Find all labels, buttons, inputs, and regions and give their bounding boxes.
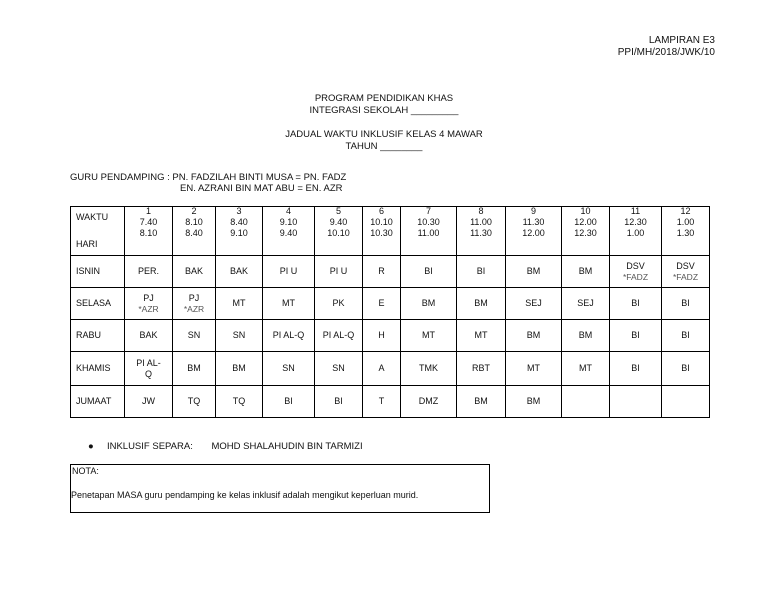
subject-text: BM xyxy=(526,330,541,340)
table-row xyxy=(71,256,710,288)
period-number-text: 12 xyxy=(680,206,691,216)
period-number-text: 9 xyxy=(530,206,536,216)
period-end: 8.40 xyxy=(185,228,203,238)
subject-text: BM xyxy=(526,396,541,406)
period-start: 7.40 xyxy=(139,217,158,227)
subject-cell xyxy=(457,288,506,320)
subject-cell xyxy=(401,320,457,352)
subject-cell xyxy=(263,352,315,386)
subject-cell xyxy=(506,320,562,352)
assistant-teacher: *FADZ xyxy=(672,271,699,282)
period-number-text: 8 xyxy=(478,206,484,216)
subject-cell xyxy=(173,352,216,386)
period-number xyxy=(662,207,710,217)
period-number xyxy=(173,207,216,217)
subject-cell xyxy=(457,320,506,352)
day-name-text: ISNIN xyxy=(76,266,101,276)
period-time xyxy=(610,216,662,256)
subject-text: BM xyxy=(578,330,593,340)
nota-box xyxy=(70,464,490,513)
period-start: 12.30 xyxy=(624,217,647,227)
period-start: 10.30 xyxy=(417,217,440,227)
subject-text: PK xyxy=(332,298,345,308)
subject-cell xyxy=(401,386,457,418)
period-start: 8.10 xyxy=(185,217,203,227)
subject-text: BI xyxy=(424,266,433,276)
subject-text: JW xyxy=(142,396,155,406)
subject-text: T xyxy=(378,396,385,406)
subject-cell xyxy=(173,386,216,418)
period-number-text: 11 xyxy=(630,206,641,216)
subject-cell xyxy=(125,352,173,386)
period-time-row xyxy=(71,216,710,256)
subject-cell xyxy=(363,320,401,352)
subject-cell xyxy=(173,288,216,320)
day-name xyxy=(71,320,125,352)
period-end: 12.00 xyxy=(522,228,545,238)
subject-cell xyxy=(562,352,610,386)
subject-text: MT xyxy=(527,363,540,373)
subject-text: BM xyxy=(474,298,488,308)
period-start: 11.00 xyxy=(470,217,492,227)
day-name xyxy=(71,386,125,418)
subject-cell xyxy=(662,288,710,320)
subject-text: BI xyxy=(681,298,690,308)
subject-text: R xyxy=(378,266,385,276)
subject-cell xyxy=(315,256,363,288)
subject-text: A xyxy=(378,363,385,373)
subject-text: BI xyxy=(334,396,343,406)
period-start: 9.10 xyxy=(279,217,298,227)
period-end: 10.30 xyxy=(370,228,393,238)
subject-text: PJ xyxy=(188,292,200,303)
waktu-label: WAKTU xyxy=(76,211,109,222)
subject-cell xyxy=(263,386,315,418)
period-end: 1.00 xyxy=(626,228,645,238)
period-end: 9.10 xyxy=(230,228,248,238)
subject-cell xyxy=(216,256,263,288)
subject-cell xyxy=(562,288,610,320)
nota-title: NOTA: xyxy=(72,466,99,476)
period-number xyxy=(315,207,363,217)
subject-text: TQ xyxy=(187,396,201,406)
subject-text: MT xyxy=(232,298,246,308)
period-number-text: 1 xyxy=(145,206,151,216)
nota-text: Penetapan MASA guru pendamping ke kelas inklusif adalah mengikut keperluan murid. xyxy=(71,490,419,500)
subject-cell xyxy=(506,352,562,386)
subject-cell xyxy=(125,386,173,418)
subject-cell xyxy=(562,320,610,352)
subject-cell xyxy=(662,256,710,288)
subject-text: TMK xyxy=(419,363,438,373)
subject-text: PER. xyxy=(137,266,159,276)
period-start: 12.00 xyxy=(574,217,597,227)
period-number xyxy=(125,207,173,217)
subject-text: PI U xyxy=(279,266,298,276)
day-name xyxy=(71,256,125,288)
subject-cell xyxy=(401,256,457,288)
subject-cell xyxy=(401,288,457,320)
period-end: 10.10 xyxy=(327,228,350,238)
subject-text: BM xyxy=(187,363,201,373)
subject-cell xyxy=(457,386,506,418)
period-number-text: 10 xyxy=(580,206,591,216)
period-number-text: 3 xyxy=(236,206,242,216)
inklusif-separa xyxy=(88,441,363,452)
table-row xyxy=(71,352,710,386)
subject-cell xyxy=(662,386,710,418)
assistant-teacher: *AZR xyxy=(183,303,205,314)
subject-text: MT xyxy=(422,330,435,340)
table-row xyxy=(71,288,710,320)
subject-text: DSV xyxy=(626,260,645,271)
period-start: 9.40 xyxy=(329,217,348,227)
guru-line-1: GURU PENDAMPING : PN. FADZILAH BINTI MUSA = PN. FADZ xyxy=(70,172,347,183)
subject-text: TQ xyxy=(232,396,246,406)
subject-text: BM xyxy=(232,363,246,373)
subject-cell xyxy=(216,352,263,386)
guru-line-2: EN. AZRANI BIN MAT ABU = EN. AZR xyxy=(180,183,343,194)
subject-cell xyxy=(457,256,506,288)
assistant-teacher: *FADZ xyxy=(622,271,649,282)
document-titles xyxy=(0,93,768,153)
period-start: 10.10 xyxy=(370,217,393,227)
period-time xyxy=(263,216,315,256)
period-time xyxy=(506,216,562,256)
period-time xyxy=(125,216,173,256)
period-start: 1.00 xyxy=(676,217,695,227)
subject-cell xyxy=(506,256,562,288)
subject-cell xyxy=(401,352,457,386)
day-name-text: RABU xyxy=(76,330,102,340)
subject-cell xyxy=(216,386,263,418)
subject-text: BM xyxy=(421,298,436,308)
period-time xyxy=(315,216,363,256)
subject-cell xyxy=(610,288,662,320)
subject-cell xyxy=(363,386,401,418)
subject-cell xyxy=(457,352,506,386)
day-name-text: JUMAAT xyxy=(76,396,112,406)
subject-cell xyxy=(506,386,562,418)
waktu-hari-header xyxy=(71,207,125,256)
subject-text: BI xyxy=(631,298,640,308)
subject-cell xyxy=(315,352,363,386)
subject-text-cont: Q xyxy=(144,368,152,379)
subject-text: SN xyxy=(282,363,295,373)
bullet-icon: ● xyxy=(88,441,94,452)
period-number xyxy=(401,207,457,217)
period-number-text: 6 xyxy=(378,206,384,216)
document-reference xyxy=(515,35,715,59)
period-number xyxy=(457,207,506,217)
subject-text: PI AL-Q xyxy=(322,330,355,340)
subject-text: PJ xyxy=(143,292,154,303)
period-number xyxy=(610,207,662,217)
subject-text: SEJ xyxy=(525,298,542,308)
subject-cell xyxy=(363,288,401,320)
period-number-text: 7 xyxy=(425,206,431,216)
period-number-text: 5 xyxy=(335,206,341,216)
subject-text: BM xyxy=(526,266,541,276)
day-name-text: KHAMIS xyxy=(76,363,111,373)
subject-text: PI AL- xyxy=(136,357,161,368)
subject-text: DSV xyxy=(676,260,695,271)
subject-text: BI xyxy=(631,330,640,340)
subject-cell xyxy=(610,256,662,288)
subject-cell xyxy=(562,256,610,288)
period-end: 12.30 xyxy=(574,228,597,238)
subject-cell xyxy=(125,256,173,288)
subject-cell xyxy=(216,288,263,320)
period-number xyxy=(263,207,315,217)
period-start: 11.30 xyxy=(522,217,545,227)
table-row xyxy=(71,386,710,418)
school-title: INTEGRASI SEKOLAH _________ xyxy=(309,105,459,116)
period-number xyxy=(363,207,401,217)
subject-text: MT xyxy=(282,298,295,308)
assistant-teacher: *AZR xyxy=(138,303,159,314)
period-number xyxy=(562,207,610,217)
subject-text: BI xyxy=(681,330,690,340)
period-number-text: 2 xyxy=(191,206,197,216)
subject-cell xyxy=(263,256,315,288)
day-name xyxy=(71,352,125,386)
reference-code: PPI/MH/2018/JWK/10 xyxy=(617,47,715,58)
subject-text: BAK xyxy=(139,330,158,340)
subject-text: BM xyxy=(474,396,488,406)
subject-text: MT xyxy=(474,330,488,340)
period-time xyxy=(401,216,457,256)
subject-text: BI xyxy=(631,363,640,373)
table-row xyxy=(71,320,710,352)
subject-cell xyxy=(610,352,662,386)
period-end: 9.40 xyxy=(279,228,298,238)
subject-text: E xyxy=(378,298,385,308)
subject-text: PI U xyxy=(329,266,348,276)
period-start: 8.40 xyxy=(230,217,248,227)
period-number-text: 4 xyxy=(285,206,291,216)
guru-pendamping xyxy=(70,172,346,194)
timetable-title: JADUAL WAKTU INKLUSIF KELAS 4 MAWAR xyxy=(285,129,483,140)
year-line: TAHUN ________ xyxy=(345,141,423,152)
subject-cell xyxy=(363,256,401,288)
program-title: PROGRAM PENDIDIKAN KHAS xyxy=(314,93,454,104)
subject-cell xyxy=(315,386,363,418)
subject-text: SN xyxy=(187,330,201,340)
subject-text: SEJ xyxy=(577,298,594,308)
period-end: 11.30 xyxy=(470,228,492,238)
subject-text: PI AL-Q xyxy=(272,330,305,340)
subject-text: MT xyxy=(579,363,592,373)
period-end: 1.30 xyxy=(676,228,695,238)
period-number xyxy=(506,207,562,217)
subject-text: DMZ xyxy=(418,396,439,406)
subject-text: BM xyxy=(578,266,593,276)
period-time xyxy=(662,216,710,256)
subject-cell xyxy=(315,320,363,352)
timetable xyxy=(70,206,710,418)
subject-cell xyxy=(315,288,363,320)
subject-text: BAK xyxy=(184,266,203,276)
period-end: 11.00 xyxy=(417,228,440,238)
subject-cell xyxy=(610,320,662,352)
subject-text: BI xyxy=(681,363,690,373)
subject-text: SN xyxy=(332,363,345,373)
period-time xyxy=(457,216,506,256)
subject-cell xyxy=(662,352,710,386)
subject-text: BAK xyxy=(229,266,248,276)
subject-cell xyxy=(125,288,173,320)
period-time xyxy=(216,216,263,256)
inklusif-student-name: MOHD SHALAHUDIN BIN TARMIZI xyxy=(211,441,363,452)
period-time xyxy=(173,216,216,256)
period-end: 8.10 xyxy=(139,228,158,238)
subject-cell xyxy=(363,352,401,386)
subject-cell xyxy=(263,320,315,352)
period-number-row xyxy=(71,207,710,217)
subject-cell xyxy=(562,386,610,418)
subject-text: H xyxy=(378,330,385,340)
hari-label: HARI xyxy=(76,238,98,249)
subject-cell xyxy=(506,288,562,320)
subject-text: SN xyxy=(232,330,246,340)
subject-text: RBT xyxy=(472,363,490,373)
period-number xyxy=(216,207,263,217)
subject-cell xyxy=(263,288,315,320)
subject-cell xyxy=(216,320,263,352)
subject-cell xyxy=(610,386,662,418)
period-time xyxy=(562,216,610,256)
subject-cell xyxy=(173,256,216,288)
lampiran-label: LAMPIRAN E3 xyxy=(648,35,715,46)
subject-cell xyxy=(125,320,173,352)
subject-text: BI xyxy=(284,396,293,406)
subject-cell xyxy=(173,320,216,352)
day-name-text: SELASA xyxy=(76,298,112,308)
day-name xyxy=(71,288,125,320)
subject-text: BI xyxy=(476,266,486,276)
period-time xyxy=(363,216,401,256)
inklusif-label: INKLUSIF SEPARA: xyxy=(106,441,193,452)
subject-cell xyxy=(662,320,710,352)
